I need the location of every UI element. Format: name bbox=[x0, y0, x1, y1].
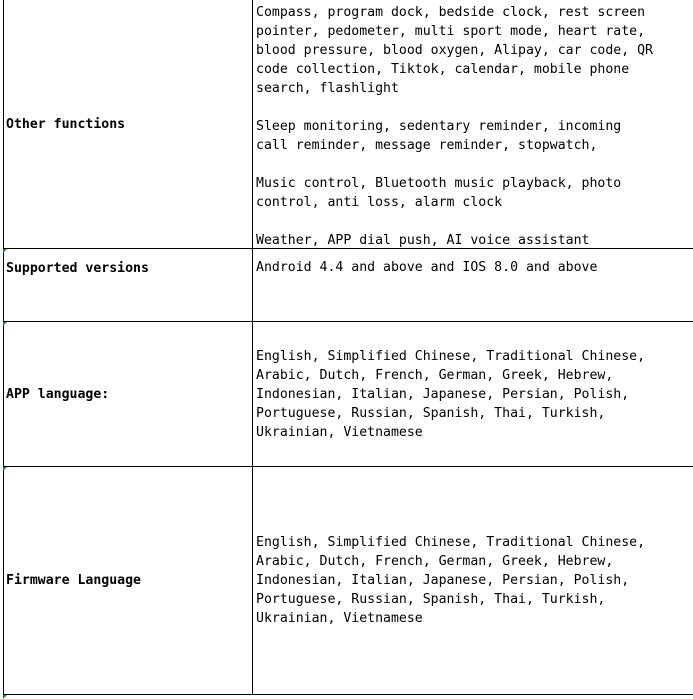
table-bottom-border bbox=[3, 694, 693, 695]
value-paragraph: English, Simplified Chinese, Traditional Chinese, Arabic, Dutch, French, German, Greek, Hebrew, Indonesian, Italian, Japanese, Persian, Polish, Portuguese, Russian, Spanish, Thai, Turkish, Ukrainian, Vietnamese bbox=[256, 348, 646, 440]
value-paragraph: English, Simplified Chinese, Traditional Chinese, Arabic, Dutch, French, German, Greek, Hebrew, Indonesian, Italian, Japanese, Persian, Polish, Portuguese, Russian, Spanish, Thai, Turkish, Ukrainian, Vietnamese bbox=[256, 535, 646, 626]
table-row-other-functions bbox=[3, 0, 693, 248]
row-value bbox=[256, 533, 656, 628]
value-paragraph: Music control, Bluetooth music playback, photo control, anti loss, alarm clock bbox=[256, 176, 622, 210]
row-label: APP language: bbox=[6, 386, 110, 402]
table-row-firmware-language bbox=[3, 466, 693, 694]
label-cell bbox=[3, 467, 253, 694]
value-paragraph: Compass, program dock, bedside clock, rest screen pointer, pedometer, multi sport mode, heart rate, blood pressure, blood oxygen, Alipay, car code, QR code collection, Tiktok, calendar, mobile phone search, flashlight bbox=[256, 5, 653, 96]
value-cell bbox=[253, 0, 693, 248]
row-value bbox=[256, 3, 656, 248]
row-label: Firmware Language bbox=[6, 573, 141, 588]
value-cell bbox=[253, 249, 693, 321]
label-cell bbox=[3, 322, 253, 466]
value-paragraph: Weather, APP dial push, AI voice assistant bbox=[256, 233, 590, 248]
value-cell bbox=[253, 467, 693, 694]
row-label: Other functions bbox=[6, 116, 126, 132]
row-label: Supported versions bbox=[6, 261, 149, 276]
table-row-supported-versions bbox=[3, 248, 693, 321]
value-paragraph: Sleep monitoring, sedentary reminder, incoming call reminder, message reminder, stopwatch, bbox=[256, 119, 622, 153]
value-paragraph: Android 4.4 and above and IOS 8.0 and above bbox=[256, 260, 598, 275]
label-cell bbox=[3, 249, 253, 321]
row-value bbox=[256, 258, 656, 277]
row-value bbox=[256, 347, 656, 442]
value-cell bbox=[253, 322, 693, 466]
label-cell bbox=[3, 0, 253, 248]
table-row-app-language bbox=[3, 321, 693, 466]
